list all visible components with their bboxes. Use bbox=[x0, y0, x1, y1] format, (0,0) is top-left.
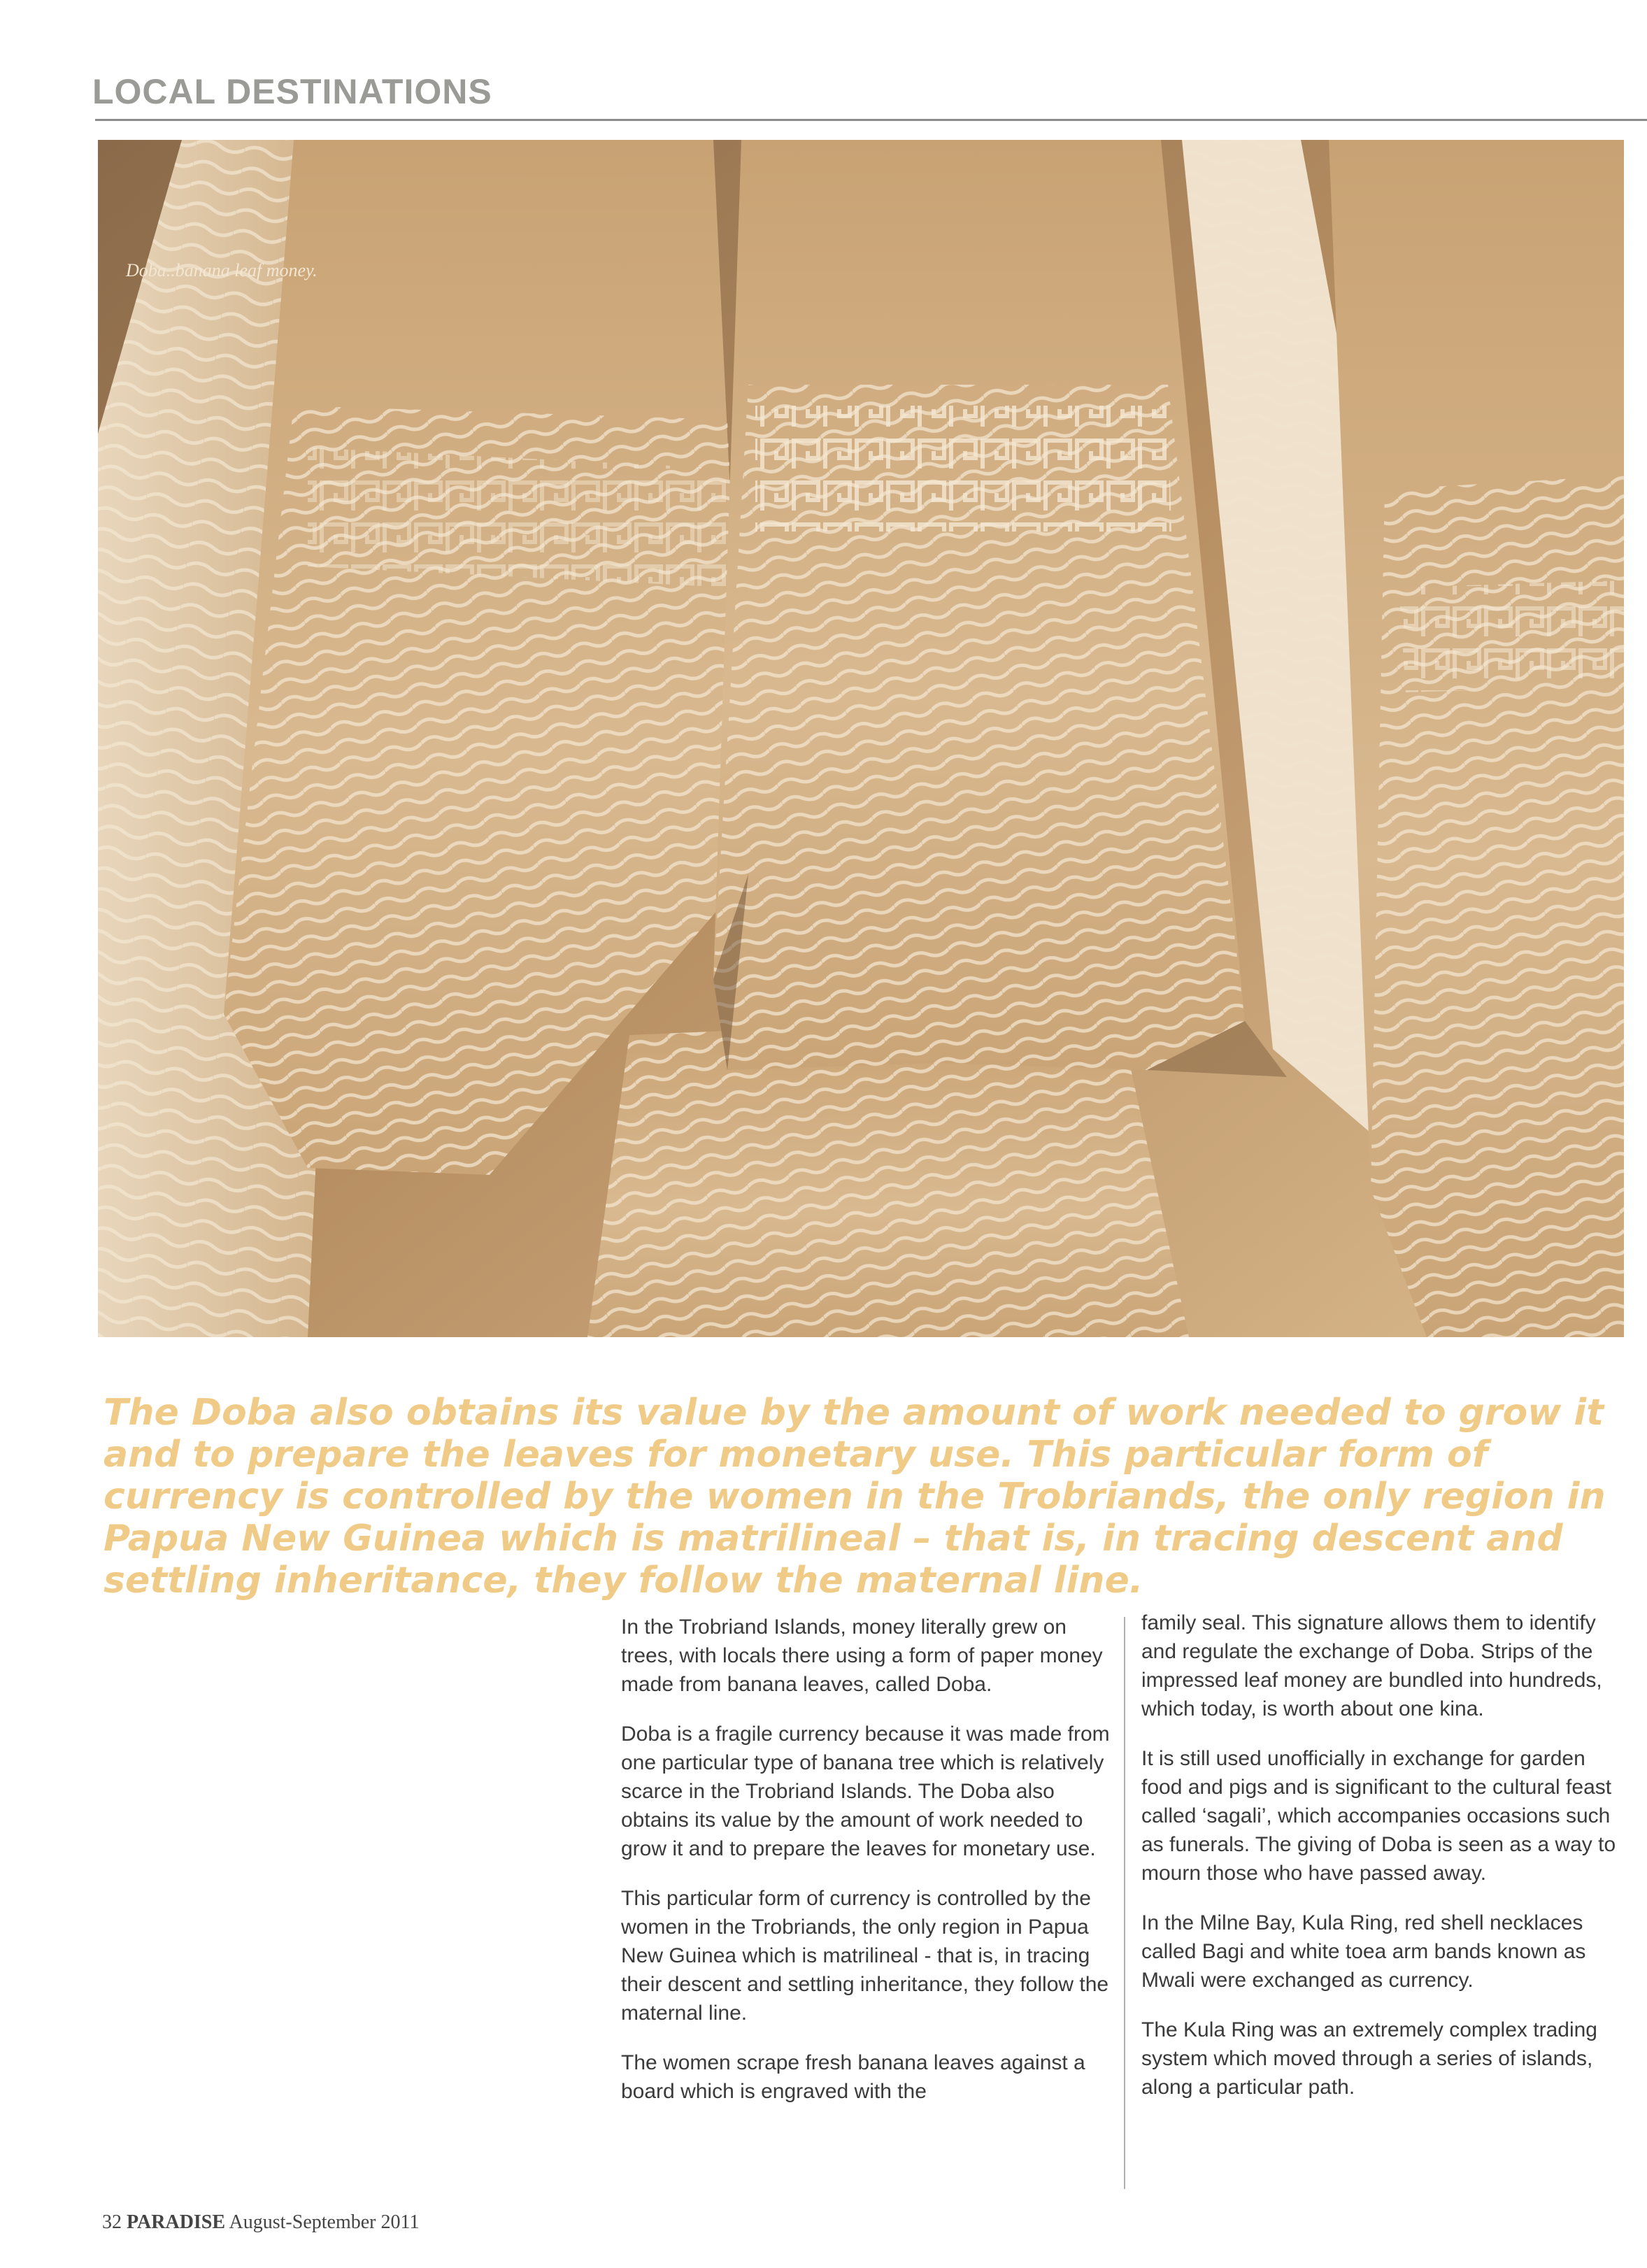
section-label: LOCAL DESTINATIONS bbox=[92, 72, 492, 111]
header-rule bbox=[95, 119, 1647, 121]
body-paragraph: In the Milne Bay, Kula Ring, red shell necklaces called Bagi and white toea arm bands known as Mwali were exchanged as currency. bbox=[1141, 1911, 1586, 1992]
doba-photo bbox=[98, 140, 1624, 1337]
column-divider bbox=[1124, 1617, 1125, 2189]
body-column-right bbox=[1141, 1609, 1631, 2123]
body-paragraph: The women scrape fresh banana leaves against a board which is engraved with the bbox=[621, 2051, 1085, 2103]
body-paragraph: In the Trobriand Islands, money literally grew on trees, with locals there using a form of paper money made from banana leaves, called Doba. bbox=[621, 1616, 1103, 1696]
page-number: 32 bbox=[102, 2211, 122, 2233]
pull-quote: The Doba also obtains its value by the amount of work needed to grow it and to prepare the leaves for monetary use. This particular form of currency is controlled by the women in the Trobriands, the only region in Papua New Guinea which is matrilineal – that is, in tracing descent and settling inheritance, they follow the maternal line. bbox=[104, 1392, 1606, 1602]
body-paragraph: Doba is a fragile currency because it was made from one particular type of banana tree which is relatively scarce in the Trobriand Islands. The Doba also obtains its value by the amount of work needed to grow it and to prepare the leaves for monetary use. bbox=[621, 1723, 1110, 1860]
issue-date: August-September 2011 bbox=[229, 2211, 420, 2233]
photo-caption: Doba..banana leaf money. bbox=[126, 260, 318, 280]
body-column-left bbox=[621, 1613, 1118, 2127]
body-paragraph: The Kula Ring was an extremely complex trading system which moved through a series of islands, along a particular path. bbox=[1141, 2018, 1597, 2099]
body-paragraph: It is still used unofficially in exchange for garden food and pigs and is significant to the cultural feast called ‘sagali’, which accompanies occasions such as funerals. The giving of Doba is seen as a way to mourn those who have passed away. bbox=[1141, 1747, 1616, 1885]
page-footer bbox=[102, 2211, 419, 2234]
body-paragraph: This particular form of currency is controlled by the women in the Trobriands, the only region in Papua New Guinea which is matrilineal - that is, in tracing their descent and settling inheritance, they follow the maternal line. bbox=[621, 1887, 1109, 2025]
body-paragraph: family seal. This signature allows them to identify and regulate the exchange of Doba. Strips of the impressed leaf money are bundled into hundreds, which today, is worth about one kina. bbox=[1141, 1611, 1602, 1720]
banana-leaf-money-image bbox=[98, 140, 1624, 1337]
magazine-name: PARADISE bbox=[127, 2211, 226, 2233]
